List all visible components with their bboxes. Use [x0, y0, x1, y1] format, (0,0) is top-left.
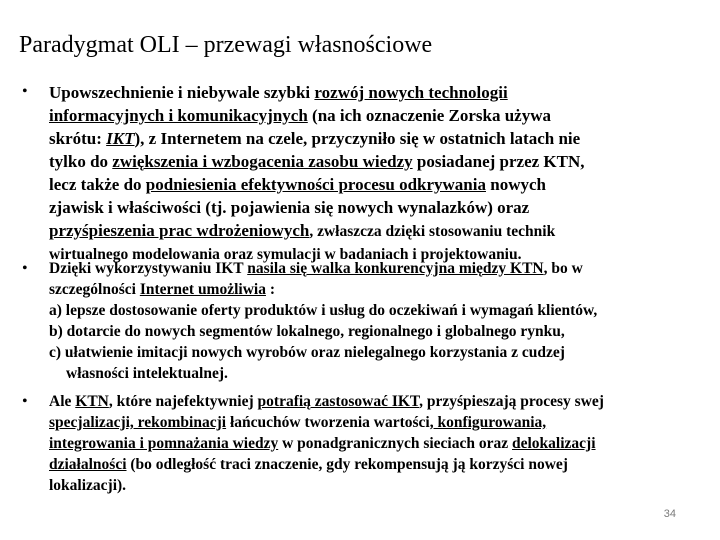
bullet-marker-1: •	[22, 83, 28, 100]
text-run: (bo odległość traci znaczenie, gdy rekompensują ją korzyści nowej	[126, 456, 568, 473]
paragraph-line	[49, 279, 699, 300]
text-run: wirtualnego modelowania oraz symulacji w badaniach i projektowaniu.	[49, 246, 522, 263]
underlined-term: działalności	[49, 456, 127, 473]
underlined-term: , konfigurowania,	[429, 414, 547, 431]
text-run: łańcuchów tworzenia wartości	[226, 414, 430, 431]
text-run: lecz także do	[49, 175, 146, 194]
text-run: posiadanej przez KTN,	[412, 152, 585, 171]
text-run: , które najefektywniej	[108, 393, 258, 410]
paragraph-line	[49, 391, 699, 412]
underlined-term: nasila się walka konkurencyjna między KTN	[247, 260, 544, 277]
underlined-term: IKT	[106, 129, 135, 148]
underlined-term: KTN	[75, 393, 109, 410]
underlined-term: integrowania i pomnażania wiedzy	[49, 435, 279, 452]
text-run: zjawisk i właściwości (tj. pojawienia się nowych wynalazków) oraz	[49, 198, 530, 217]
bullet-paragraph-1	[49, 81, 699, 266]
text-run: skrótu:	[49, 129, 107, 148]
paragraph-line	[49, 173, 699, 196]
text-run: lokalizacji).	[49, 477, 127, 494]
text-run: w ponadgranicznych sieciach oraz	[278, 435, 512, 452]
underlined-term: przyśpieszenia prac wdrożeniowych	[49, 221, 310, 240]
text-run: Upowszechnienie i niebywale szybki	[49, 83, 315, 102]
paragraph-line	[49, 321, 699, 342]
paragraph-line	[49, 433, 699, 454]
bullet-marker-2: •	[22, 260, 28, 277]
text-run: (na ich oznaczenie Zorska używa	[307, 106, 551, 125]
paragraph-line	[49, 363, 699, 384]
text-run: , zwłaszcza dzięki stosowaniu technik	[309, 223, 556, 240]
underlined-term: specjalizacji, rekombinacji	[49, 414, 227, 431]
bullet-paragraph-3	[49, 391, 699, 496]
text-run: tylko do	[49, 152, 113, 171]
paragraph-line	[49, 196, 699, 219]
paragraph-line	[49, 258, 699, 279]
underlined-term: potrafią zastosować IKT	[257, 393, 420, 410]
text-run: nowych	[485, 175, 546, 194]
slide-title: Paradygmat OLI – przewagi własnościowe	[19, 32, 433, 58]
paragraph-line	[49, 412, 699, 433]
paragraph-line	[49, 104, 699, 127]
text-run: ), z Internetem na czele, przyczyniło się w ostatnich latach nie	[134, 129, 581, 148]
bullet-paragraph-2	[49, 258, 699, 384]
paragraph-line	[49, 300, 699, 321]
paragraph-line	[49, 81, 699, 104]
text-run: szczególności	[49, 281, 140, 298]
underlined-term: informacyjnych i komunikacyjnych	[49, 106, 308, 125]
underlined-term: podniesienia efektywności procesu odkrywania	[145, 175, 486, 194]
bullet-marker-3: •	[22, 393, 28, 410]
text-run: c) ułatwienie imitacji nowych wyrobów oraz nielegalnego korzystania z cudzej	[49, 344, 565, 361]
paragraph-line	[49, 219, 699, 243]
underlined-term: zwiększenia i wzbogacenia zasobu wiedzy	[112, 152, 413, 171]
text-run: a) lepsze dostosowanie oferty produktów i usług do oczekiwań i wymagań klientów,	[49, 302, 598, 319]
page-number: 34	[663, 508, 676, 520]
text-run: b) dotarcie do nowych segmentów lokalnego, regionalnego i globalnego rynku,	[49, 323, 565, 340]
underlined-term: Internet umożliwia	[139, 281, 266, 298]
text-run: Dzięki wykorzystywaniu IKT	[49, 260, 248, 277]
text-run: własności intelektualnej.	[66, 365, 228, 382]
paragraph-line	[49, 127, 699, 150]
paragraph-line	[49, 475, 699, 496]
underlined-term: rozwój nowych technologii	[314, 83, 508, 102]
paragraph-line	[49, 342, 699, 363]
text-run: , przyśpieszają procesy swej	[419, 393, 604, 410]
text-run: :	[265, 281, 276, 298]
paragraph-line	[49, 454, 699, 475]
text-run: , bo w	[543, 260, 583, 277]
paragraph-line	[49, 150, 699, 173]
text-run: Ale	[49, 393, 76, 410]
underlined-term: delokalizacji	[512, 435, 596, 452]
